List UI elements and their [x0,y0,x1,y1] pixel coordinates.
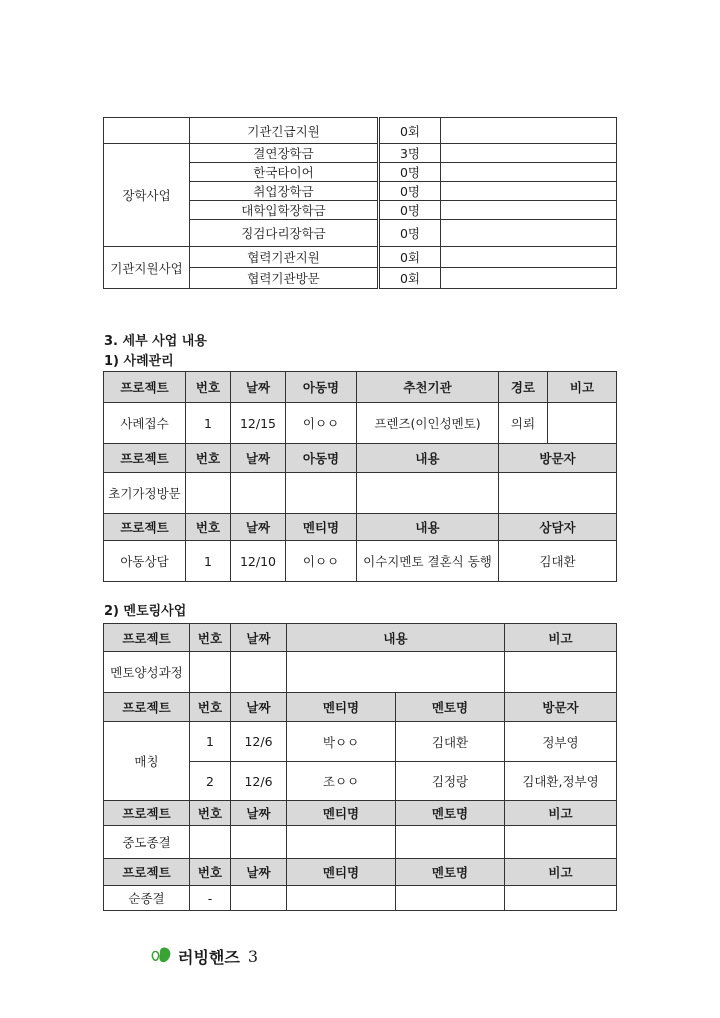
value-cell: 0회 [379,247,441,268]
data-cell: 김대환 [499,541,617,582]
data-cell [287,652,505,693]
page-number: 3 [247,947,259,966]
header-cell: 아동명 [286,372,357,403]
table-row [104,722,617,762]
table-row [104,886,617,911]
header-cell: 번호 [190,859,231,886]
value-cell: 3명 [379,144,441,163]
item-cell: 징검다리장학금 [190,220,379,247]
note-cell [441,268,617,289]
value-cell: 0명 [379,220,441,247]
data-cell: 사례접수 [104,403,186,444]
hands-logo-icon [150,944,174,969]
note-cell [441,182,617,201]
header-row [104,693,617,722]
header-cell: 번호 [186,444,231,473]
data-cell: 이ㅇㅇ [286,403,357,444]
data-cell [231,886,287,911]
header-cell: 멘토명 [396,801,505,826]
header-cell: 멘토명 [396,859,505,886]
data-cell [505,886,617,911]
header-cell: 날짜 [231,801,287,826]
data-cell [190,826,231,859]
data-cell: 1 [186,541,231,582]
table-row [104,473,617,514]
data-cell [231,826,287,859]
data-cell: 12/15 [231,403,286,444]
item-cell: 기관긴급지원 [190,118,379,144]
data-cell: 김대환,정부영 [505,762,617,801]
data-cell: 박ㅇㅇ [287,722,396,762]
group-cell: 기관지원사업 [104,247,190,289]
data-cell [287,886,396,911]
data-cell: 중도종결 [104,826,190,859]
note-cell [441,201,617,220]
header-cell: 프로젝트 [104,693,190,722]
header-cell: 프로젝트 [104,372,186,403]
table-row [104,144,617,163]
data-cell: 프렌즈(이인성멘토) [357,403,499,444]
header-cell: 내용 [357,444,499,473]
data-cell: 2 [190,762,231,801]
data-cell [396,826,505,859]
mentoring-table [103,623,617,911]
header-cell: 멘티명 [286,514,357,541]
data-cell [186,473,231,514]
note-cell [441,247,617,268]
data-cell [231,473,286,514]
data-cell: 12/6 [231,762,287,801]
header-cell: 날짜 [231,444,286,473]
header-cell: 프로젝트 [104,514,186,541]
table-row [104,652,617,693]
header-cell: 추천기관 [357,372,499,403]
data-cell [548,403,617,444]
value-cell: 0명 [379,163,441,182]
data-cell: 멘토양성과정 [104,652,190,693]
table-row [104,247,617,268]
item-cell: 대학입학장학금 [190,201,379,220]
data-cell: 조ㅇㅇ [287,762,396,801]
value-cell: 0명 [379,201,441,220]
header-cell: 날짜 [231,859,287,886]
data-cell: 이수지멘토 결혼식 동행 [357,541,499,582]
data-cell: 김대환 [396,722,505,762]
header-cell: 번호 [186,372,231,403]
data-cell: 초기가정방문 [104,473,186,514]
header-cell: 방문자 [499,444,617,473]
data-cell [505,652,617,693]
header-cell: 경로 [499,372,548,403]
header-cell: 비고 [505,859,617,886]
data-cell [286,473,357,514]
header-cell: 번호 [190,801,231,826]
data-cell [505,826,617,859]
group-cell: 장학사업 [104,144,190,247]
header-cell: 번호 [186,514,231,541]
section-title: 3. 세부 사업 내용 [104,334,207,349]
data-cell: 12/6 [231,722,287,762]
header-cell: 내용 [287,624,505,652]
note-cell [441,118,617,144]
data-cell [396,886,505,911]
item-cell: 협력기관방문 [190,268,379,289]
brand-name: 러빙핸즈 [178,948,240,967]
data-cell [499,473,617,514]
item-cell: 협력기관지원 [190,247,379,268]
table-row [104,118,617,144]
data-cell: 12/10 [231,541,286,582]
data-cell [231,652,287,693]
note-cell [441,144,617,163]
table-row [104,541,617,582]
header-cell: 비고 [548,372,617,403]
header-cell: 날짜 [231,372,286,403]
summary-table [103,117,617,289]
header-cell: 프로젝트 [104,444,186,473]
header-cell: 번호 [190,693,231,722]
header-cell: 프로젝트 [104,801,190,826]
header-cell: 번호 [190,624,231,652]
header-row [104,514,617,541]
header-cell: 날짜 [231,514,286,541]
value-cell: 0회 [379,268,441,289]
header-cell: 날짜 [231,624,287,652]
table-row [104,403,617,444]
item-cell: 취업장학금 [190,182,379,201]
data-cell: 1 [190,722,231,762]
header-cell: 프로젝트 [104,624,190,652]
item-cell: 한국타이어 [190,163,379,182]
data-cell: 매칭 [104,722,190,801]
header-cell: 멘토명 [396,693,505,722]
table-row [104,826,617,859]
note-cell [441,163,617,182]
data-cell: 아동상담 [104,541,186,582]
data-cell: 순종결 [104,886,190,911]
header-cell: 비고 [505,624,617,652]
value-cell: 0명 [379,182,441,201]
case-management-table [103,371,617,582]
subsection-title-mentor: 2) 멘토링사업 [104,604,187,619]
value-cell: 0회 [379,118,441,144]
header-row [104,624,617,652]
header-cell: 아동명 [286,444,357,473]
header-cell: 방문자 [505,693,617,722]
header-cell: 멘티명 [287,801,396,826]
header-cell: 멘티명 [287,859,396,886]
data-cell [190,652,231,693]
data-cell: 정부영 [505,722,617,762]
header-cell: 상담자 [499,514,617,541]
group-cell [104,118,190,144]
data-cell: 김정랑 [396,762,505,801]
data-cell: 이ㅇㅇ [286,541,357,582]
data-cell: 의뢰 [499,403,548,444]
header-row [104,801,617,826]
header-row [104,444,617,473]
data-cell [287,826,396,859]
header-cell: 프로젝트 [104,859,190,886]
header-row [104,859,617,886]
subsection-title-case: 1) 사례관리 [104,354,174,369]
data-cell: - [190,886,231,911]
data-cell [357,473,499,514]
header-cell: 내용 [357,514,499,541]
page-footer [150,944,258,969]
data-cell: 1 [186,403,231,444]
header-cell: 날짜 [231,693,287,722]
header-row [104,372,617,403]
header-cell: 비고 [505,801,617,826]
header-cell: 멘티명 [287,693,396,722]
item-cell: 결연장학금 [190,144,379,163]
note-cell [441,220,617,247]
